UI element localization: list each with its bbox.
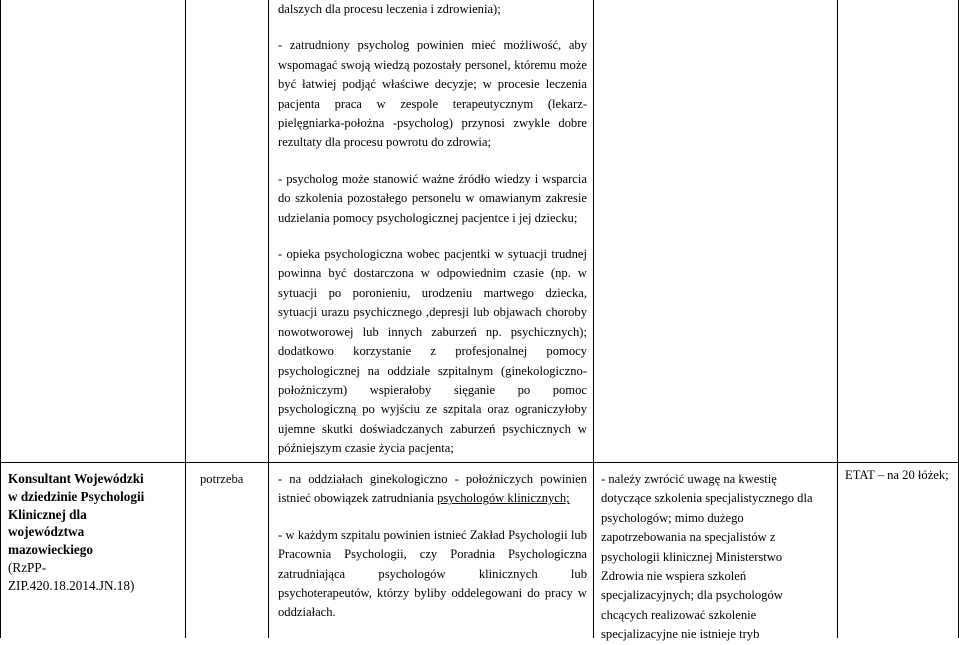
paragraph-knowledge-source: - psycholog może stanowić ważne źródło wiedzy i wsparcia do szkolenia pozostałego personelu w omawianym zakresie udzielania pomocy psychologicznej pacjentce i jej dziecku; (278, 171, 587, 225)
paragraph-team-support: - zatrudniony psycholog powinien mieć możliwość, aby wspomagać swoją wiedzą pozostały personel, któremu może być łatwiej podjąć właściwe decyzje; w procesie leczenia pacjenta praca w zespole terapeutycznym (lekarz- pielęgniarka-położna -psycholog) przynosi zwykle dobre rezultaty dla procesu powrotu do zdrowia; (278, 38, 587, 150)
row-border (0, 462, 959, 463)
comment-line: Zdrowia nie wspiera szkoleń (601, 569, 747, 584)
consultant-cell (8, 470, 180, 595)
comment-line: psychologów; mimo dużego (601, 510, 744, 525)
comment-line: dotyczące szkolenia specjalistycznego dla (601, 491, 813, 506)
table-border (593, 0, 594, 638)
comment-line: chcących realizować szkolenie (601, 607, 757, 622)
consultant-line: w dziedzinie Psychologii (8, 488, 145, 504)
comment-line: zapotrzebowania na specjalistów z (601, 530, 776, 545)
table-border (0, 0, 1, 638)
paragraph-psychological-care: - opieka psychologiczna wobec pacjentki w sytuacji trudnej powinna być dostarczona w odpowiednim czasie (np. w sytuacji po poronieniu, urodzeniu martwego dziecka, sytuacji urazu psychicznego ,depresji lub objawach choroby nowotworowej lub innych zaburzeń np. psychicznych); dodatkowo korzystanie z profesjonalnej pomocy psychologicznej na oddziale szpitalnym (ginekologiczno-położniczym) wspierałoby sięganie po pomoc psychologiczną po wyjściu ze szpitala oraz ograniczyłoby ujemne skutki doświadczanych zaburzeń psychicznych w późniejszym czasie życia pacjenta; (278, 247, 587, 456)
etat-text: ETAT – na 20 łóżek; (845, 468, 949, 482)
table-border (185, 0, 186, 638)
reference-line: ZIP.420.18.2014.JN.18) (8, 577, 135, 593)
recommendation-paragraph-1 (278, 470, 587, 509)
need-cell (200, 470, 265, 489)
comment-line: - należy zwrócić uwagę na kwestię (601, 472, 777, 486)
comment-line: specjalizacyjne nie istnieje tryb (601, 627, 760, 642)
underlined-text: psychologów klinicznych; (437, 491, 570, 506)
recommendation-text: - na oddziałach ginekologiczno - położniczych powinien istnieć obowiązek zatrudniania (278, 472, 587, 506)
comment-line: specjalizacyjnych; dla psychologów (601, 588, 783, 603)
table-border (268, 0, 269, 638)
consultant-line: mazowieckiego (8, 542, 93, 558)
etat-cell (845, 466, 957, 485)
recommendation-cell (278, 470, 587, 623)
comment-cell (601, 470, 835, 645)
consultant-line: Klinicznej dla (8, 506, 87, 522)
top-header-line: dalszych dla procesu leczenia i zdrowienia); (278, 2, 501, 16)
top-row-text-cell (278, 0, 587, 459)
reference-line: (RzPP- (8, 559, 47, 575)
consultant-line: Konsultant Wojewódzki (8, 471, 144, 486)
need-label: potrzeba (200, 472, 244, 486)
table-border (837, 0, 838, 638)
comment-line: psychologii klinicznej Ministerstwo (601, 549, 783, 564)
recommendation-paragraph-2: - w każdym szpitalu powinien istnieć Zakład Psychologii lub Pracownia Psychologii, czy Poradnia Psychologiczna zatrudniająca psychologów klinicznych lub psychoterapeutów, którzy byliby oddelegowani do pracy w oddziałach. (278, 527, 587, 620)
consultant-line: województwa (8, 524, 85, 540)
